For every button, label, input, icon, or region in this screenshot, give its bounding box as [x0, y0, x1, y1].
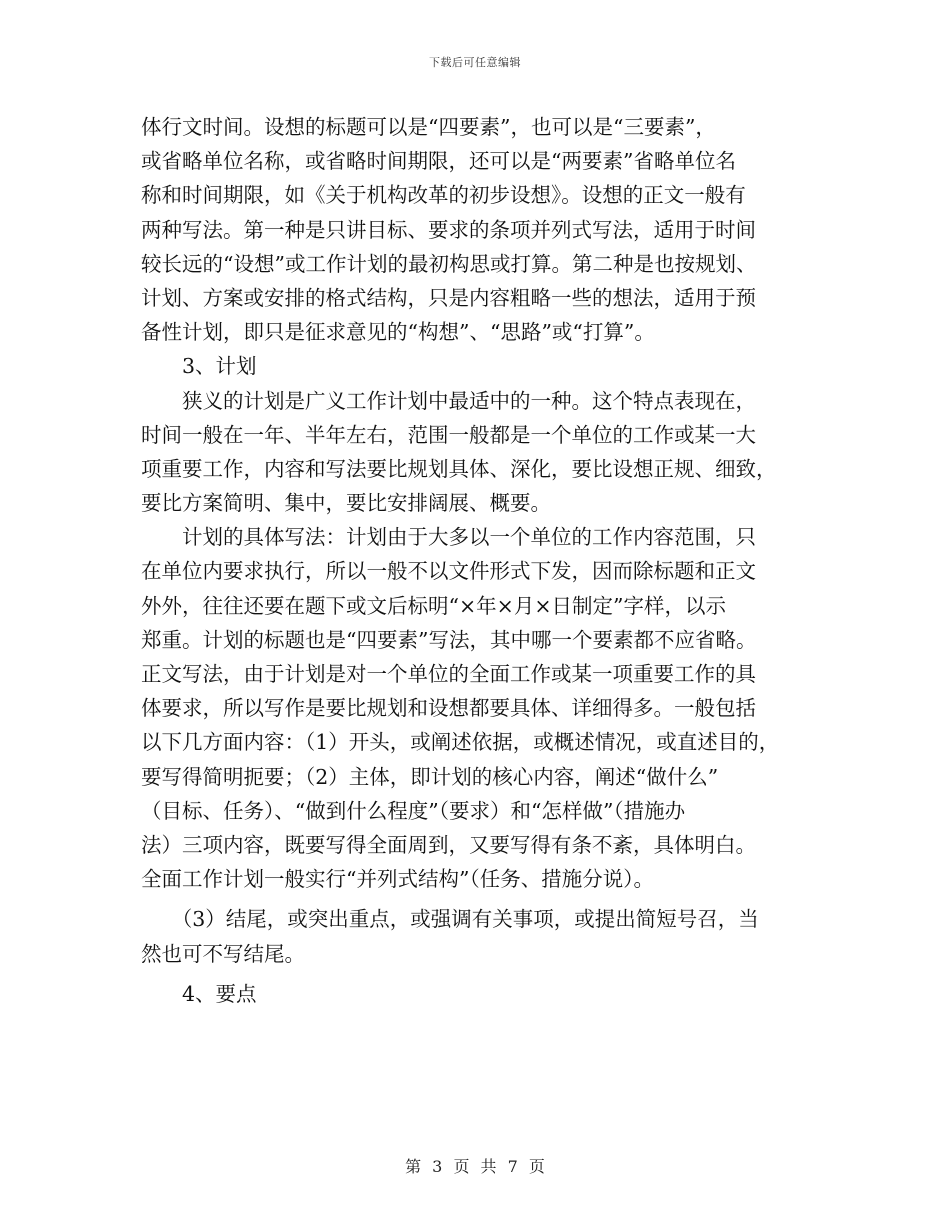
text-line: 或省略单位名称，或省略时间期限，还可以是“两要素”省略单位名 — [141, 149, 736, 174]
text-line: 称和时间期限，如《关于机构改革的初步设想》。设想的正文一般有 — [141, 183, 746, 208]
section-heading-4: 4、要点 — [141, 981, 257, 1006]
text-line: 要写得简明扼要；（2）主体，即计划的核心内容，阐述“做什么” — [141, 764, 719, 789]
text-line: 项重要工作，内容和写法要比规划具体、深化，要比设想正规、细致， — [141, 456, 777, 481]
text-line: 狭义的计划是广义工作计划中最适中的一种。这个特点表现在， — [141, 388, 756, 413]
text-line: 要比方案简明、集中，要比安排阔展、概要。 — [141, 491, 551, 516]
text-line: 计划的具体写法：计划由于大多以一个单位的工作内容范围，只 — [141, 525, 756, 550]
text-line: 较长远的“设想”或工作计划的最初构思或打算。第二种是也按规划、 — [141, 251, 757, 276]
page-header: 下载后可任意编辑 — [429, 56, 521, 69]
document-body — [141, 110, 831, 1011]
text-line: 体要求，所以写作是要比规划和设想都要具体、详细得多。一般包括 — [141, 696, 756, 721]
text-line: 全面工作计划一般实行“并列式结构”（任务、措施分说）。 — [141, 867, 654, 892]
text-line: 以下几方面内容：（1）开头，或阐述依据，或概述情况，或直述目的， — [141, 730, 780, 755]
text-line: 体行文时间。设想的标题可以是“四要素”，也可以是“三要素”， — [141, 115, 716, 139]
text-line: 然也可不写结尾。 — [141, 941, 305, 966]
text-line: （3）结尾，或突出重点，或强调有关事项，或提出简短号召，当 — [141, 907, 759, 932]
text-line: 计划、方案或安排的格式结构，只是内容粗略一些的想法，适用于预 — [141, 285, 756, 310]
text-line: 在单位内要求执行，所以一般不以文件形式下发，因而除标题和正文 — [141, 559, 756, 584]
page-number: 第 3 页 共 7 页 — [405, 1157, 545, 1176]
text-line: 郑重。计划的标题也是“四要素”写法，其中哪一个要素都不应省略。 — [141, 627, 757, 652]
text-line: （目标、任务）、“做到什么程度”（要求）和“怎样做”（措施办 — [141, 798, 686, 823]
text-line: 正文写法，由于计划是对一个单位的全面工作或某一项重要工作的具 — [141, 662, 756, 686]
text-line: 时间一般在一年、半年左右，范围一般都是一个单位的工作或某一大 — [141, 422, 756, 447]
text-line: 法）三项内容，既要写得全面周到，又要写得有条不紊，具体明白。 — [141, 832, 756, 857]
section-heading-3: 3、计划 — [141, 354, 257, 379]
text-line: 备性计划，即只是征求意见的“构想”、“思路”或“打算”。 — [141, 320, 655, 345]
text-line: 外外，往往还要在题下或文后标明“×年×月×日制定”字样，以示 — [141, 593, 726, 618]
text-line: 两种写法。第一种是只讲目标、要求的条项并列式写法，适用于时间 — [141, 217, 756, 242]
